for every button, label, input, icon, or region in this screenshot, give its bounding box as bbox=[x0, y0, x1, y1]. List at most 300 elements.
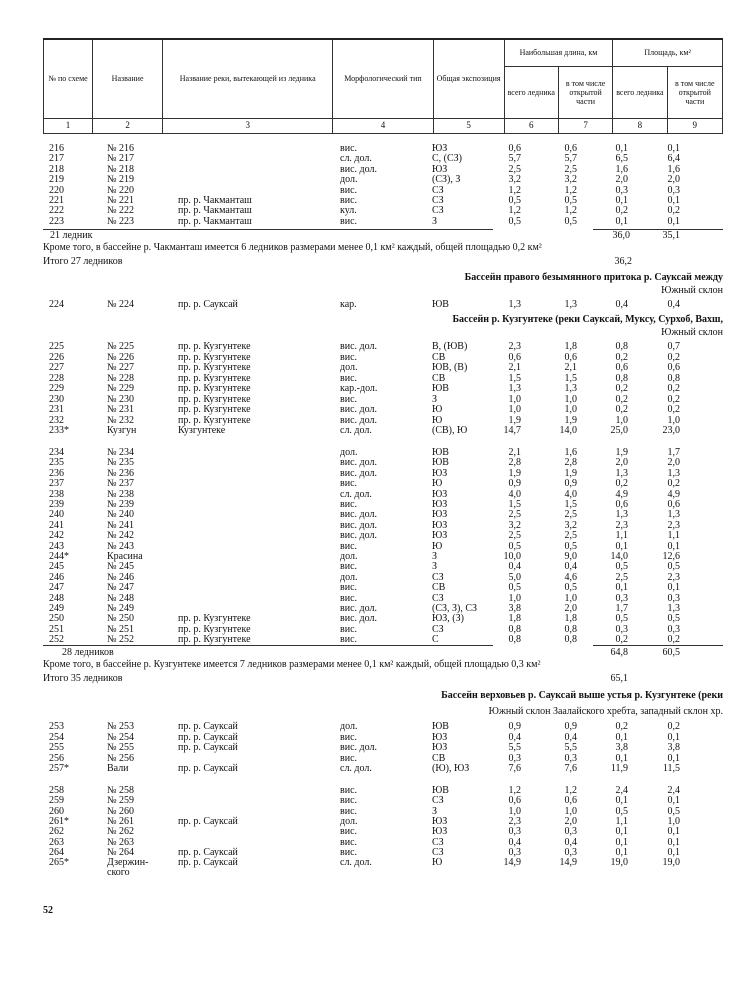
cell-type: дол. bbox=[340, 174, 358, 186]
cell-river: пр. р. Чакманташ bbox=[178, 195, 252, 206]
cell-exposure: СЗ bbox=[432, 623, 444, 635]
cell-area: 0,1 bbox=[615, 836, 628, 848]
cell-river: пр. р. Сауксай bbox=[178, 846, 238, 858]
cell-area: 0,1 bbox=[615, 215, 628, 227]
section1-note: Кроме того, в бассейне р. Чакманташ имеется 6 ледников размерами менее 0,1 км² каждый, общей площадью 0,2 км² bbox=[43, 242, 542, 253]
cell-length-open: 1,9 bbox=[564, 414, 577, 426]
cell-no: 219 bbox=[49, 174, 64, 186]
cell-name: № 237 bbox=[107, 478, 135, 490]
cell-length: 0,6 bbox=[508, 143, 521, 154]
cell-length-open: 2,8 bbox=[564, 457, 577, 469]
section2-subtitle: Южный склон bbox=[661, 285, 723, 296]
section3-total-value: 65,1 bbox=[610, 673, 628, 684]
cell-length-open: 2,5 bbox=[564, 163, 577, 175]
cell-name: № 221 bbox=[107, 195, 135, 206]
cell-name: № 219 bbox=[107, 174, 135, 186]
col-num-3: 3 bbox=[163, 118, 333, 133]
cell-length: 0,3 bbox=[508, 826, 521, 838]
cell-exposure: ЮЗ bbox=[432, 509, 448, 521]
cell-area: 2,3 bbox=[615, 519, 628, 531]
cell-area-open: 2,0 bbox=[667, 457, 680, 469]
cell-area: 0,2 bbox=[615, 351, 628, 363]
cell-length: 1,5 bbox=[508, 372, 521, 384]
cell-length-open: 2,0 bbox=[564, 815, 577, 827]
cell-area-open: 0,1 bbox=[667, 795, 680, 807]
cell-length: 3,2 bbox=[508, 174, 521, 186]
cell-type: вис. bbox=[340, 351, 358, 363]
cell-type: вис. bbox=[340, 540, 358, 552]
cell-area: 0,1 bbox=[615, 195, 628, 206]
cell-no: 225 bbox=[49, 341, 64, 352]
cell-name: № 243 bbox=[107, 540, 135, 552]
cell-area-open: 0,2 bbox=[667, 634, 680, 646]
header-name: Название bbox=[93, 40, 163, 118]
cell-name: № 260 bbox=[107, 805, 135, 817]
cell-river: пр. р. Кузгунтеке bbox=[178, 634, 251, 646]
cell-type: вис. bbox=[340, 836, 358, 848]
cell-area-open: 0,3 bbox=[667, 623, 680, 635]
cell-length-open: 1,0 bbox=[564, 592, 577, 604]
cell-area: 1,3 bbox=[615, 509, 628, 521]
cell-type: вис. дол. bbox=[340, 509, 377, 521]
cell-no: 256 bbox=[49, 752, 64, 764]
cell-area: 0,6 bbox=[615, 499, 628, 510]
cell-length: 0,4 bbox=[508, 836, 521, 848]
cell-area-open: 0,2 bbox=[667, 351, 680, 363]
cell-area-open: 0,3 bbox=[667, 184, 680, 196]
cell-no: 224 bbox=[49, 299, 64, 310]
cell-length: 1,0 bbox=[508, 805, 521, 817]
section1-sum-aopen: 35,1 bbox=[662, 230, 680, 241]
header-length: Наибольшая длина, км bbox=[504, 40, 613, 66]
cell-area: 0,1 bbox=[615, 143, 628, 154]
cell-area-open: 0,2 bbox=[667, 478, 680, 490]
cell-area: 0,5 bbox=[615, 805, 628, 817]
cell-area-open: 0,1 bbox=[667, 731, 680, 743]
cell-name: № 227 bbox=[107, 362, 135, 373]
cell-area-open: 1,1 bbox=[667, 530, 680, 542]
cell-area: 0,6 bbox=[615, 362, 628, 373]
cell-type: вис. bbox=[340, 143, 358, 154]
cell-type: вис. bbox=[340, 561, 358, 573]
cell-length: 2,5 bbox=[508, 163, 521, 175]
cell-name: № 246 bbox=[107, 571, 135, 583]
cell-length-open: 0,4 bbox=[564, 731, 577, 743]
cell-length-open: 0,3 bbox=[564, 826, 577, 838]
cell-no: 221 bbox=[49, 195, 64, 206]
cell-length-open: 0,4 bbox=[564, 836, 577, 848]
cell-length-open: 0,5 bbox=[564, 540, 577, 552]
cell-length: 0,6 bbox=[508, 795, 521, 807]
cell-type: сл. дол. bbox=[340, 153, 372, 165]
cell-area: 3,8 bbox=[615, 742, 628, 753]
cell-length: 1,5 bbox=[508, 499, 521, 510]
cell-name: Дзержин- bbox=[107, 857, 149, 869]
cell-no: 245 bbox=[49, 561, 64, 573]
cell-length: 2,1 bbox=[508, 447, 521, 458]
cell-type: вис. дол. bbox=[340, 457, 377, 469]
cell-area-open: 0,6 bbox=[667, 362, 680, 373]
section3-title: Бассейн р. Кузгунтеке (реки Сауксай, Муксу, Сурхоб, Вахш, bbox=[452, 314, 723, 325]
cell-exposure: ЮЗ bbox=[432, 742, 448, 753]
cell-name: № 220 bbox=[107, 184, 135, 196]
cell-area-open: 0,2 bbox=[667, 383, 680, 394]
cell-area: 6,5 bbox=[615, 153, 628, 165]
cell-type: сл. дол. bbox=[340, 857, 372, 869]
cell-length: 3,2 bbox=[508, 519, 521, 531]
cell-type: вис. дол. bbox=[340, 519, 377, 531]
cell-length: 14,7 bbox=[503, 425, 521, 436]
cell-type: сл. дол. bbox=[340, 763, 372, 774]
cell-area-open: 1,3 bbox=[667, 467, 680, 479]
cell-name: № 255 bbox=[107, 742, 135, 753]
cell-no: 230 bbox=[49, 393, 64, 405]
cell-area: 0,1 bbox=[615, 846, 628, 858]
cell-area-open: 0,4 bbox=[667, 299, 680, 310]
cell-length: 2,3 bbox=[508, 341, 521, 352]
cell-no: 257* bbox=[49, 763, 69, 774]
cell-exposure: СЗ bbox=[432, 795, 444, 807]
cell-area: 0,1 bbox=[615, 540, 628, 552]
section1-total-value: 36,2 bbox=[614, 256, 632, 267]
cell-name: № 224 bbox=[107, 299, 135, 310]
cell-area: 2,0 bbox=[615, 457, 628, 469]
cell-river: пр. р. Кузгунтеке bbox=[178, 372, 251, 384]
section3-sum-area: 64,8 bbox=[610, 647, 628, 658]
cell-no: 216 bbox=[49, 143, 64, 154]
col-num-2: 2 bbox=[93, 118, 163, 133]
cell-area: 19,0 bbox=[610, 857, 628, 869]
cell-no: 252 bbox=[49, 634, 64, 646]
cell-exposure: ЮВ bbox=[432, 721, 449, 732]
cell-type: вис. bbox=[340, 195, 358, 206]
cell-river: пр. р. Кузгунтеке bbox=[178, 341, 251, 352]
cell-exposure: ЮЗ bbox=[432, 467, 448, 479]
cell-name: № 238 bbox=[107, 488, 135, 500]
cell-name: № 240 bbox=[107, 509, 135, 521]
cell-river: пр. р. Сауксай bbox=[178, 857, 238, 869]
cell-name: № 236 bbox=[107, 467, 135, 479]
cell-length-open: 1,8 bbox=[564, 613, 577, 625]
cell-length-open: 1,6 bbox=[564, 447, 577, 458]
cell-length: 0,8 bbox=[508, 634, 521, 646]
header-no: № по схеме bbox=[44, 40, 93, 118]
section3-subtitle: Южный склон bbox=[661, 327, 723, 338]
cell-name: № 252 bbox=[107, 634, 135, 646]
cell-name: № 218 bbox=[107, 163, 135, 175]
col-num-7: 7 bbox=[558, 118, 612, 133]
cell-exposure: (СВ), Ю bbox=[432, 425, 468, 436]
cell-length-open: 3,2 bbox=[564, 519, 577, 531]
cell-exposure: З bbox=[432, 805, 438, 817]
cell-type: вис. bbox=[340, 215, 358, 227]
cell-area-open: 0,1 bbox=[667, 582, 680, 594]
cell-area-open: 1,0 bbox=[667, 815, 680, 827]
cell-name: № 223 bbox=[107, 215, 135, 227]
cell-area-open: 3,8 bbox=[667, 742, 680, 753]
cell-length: 0,3 bbox=[508, 752, 521, 764]
cell-exposure: ЮЗ bbox=[432, 488, 448, 500]
cell-name: № 250 bbox=[107, 613, 135, 625]
cell-length: 1,3 bbox=[508, 383, 521, 394]
header-area: Площадь, км² bbox=[613, 40, 723, 66]
cell-length: 0,4 bbox=[508, 561, 521, 573]
section1-total-label: Итого 27 ледников bbox=[43, 256, 123, 267]
cell-no: 246 bbox=[49, 571, 64, 583]
cell-length: 1,3 bbox=[508, 299, 521, 310]
section1-sum-area: 36,0 bbox=[612, 230, 630, 241]
cell-area: 2,5 bbox=[615, 571, 628, 583]
cell-area-open: 11,5 bbox=[662, 763, 680, 774]
cell-length: 14,9 bbox=[503, 857, 521, 869]
cell-no: 228 bbox=[49, 372, 64, 384]
cell-exposure: Ю bbox=[432, 478, 443, 490]
cell-area: 0,2 bbox=[615, 404, 628, 415]
cell-no: 250 bbox=[49, 613, 64, 625]
cell-length-open: 1,2 bbox=[564, 205, 577, 217]
cell-type: вис. bbox=[340, 805, 358, 817]
cell-length: 0,5 bbox=[508, 215, 521, 227]
cell-length-open: 3,2 bbox=[564, 174, 577, 186]
cell-length-open: 0,5 bbox=[564, 582, 577, 594]
cell-area: 0,1 bbox=[615, 582, 628, 594]
cell-length-open: 1,2 bbox=[564, 785, 577, 796]
cell-area-open: 0,6 bbox=[667, 499, 680, 510]
cell-no: 242 bbox=[49, 530, 64, 542]
cell-exposure: ЮЗ bbox=[432, 163, 448, 175]
cell-area: 0,5 bbox=[615, 561, 628, 573]
cell-name: № 249 bbox=[107, 603, 135, 614]
cell-no: 217 bbox=[49, 153, 64, 165]
cell-area-open: 0,1 bbox=[667, 826, 680, 838]
cell-no: 227 bbox=[49, 362, 64, 373]
cell-exposure: СЗ bbox=[432, 592, 444, 604]
cell-area-open: 0,2 bbox=[667, 205, 680, 217]
cell-length-open: 1,0 bbox=[564, 805, 577, 817]
cell-name: № 262 bbox=[107, 826, 135, 838]
header-length-total: всего ледника bbox=[504, 66, 558, 118]
cell-length-open: 1,9 bbox=[564, 467, 577, 479]
cell-river: пр. р. Сауксай bbox=[178, 299, 238, 310]
cell-name: Кузгун bbox=[107, 425, 137, 436]
cell-type: дол. bbox=[340, 815, 358, 827]
cell-area: 0,2 bbox=[615, 205, 628, 217]
cell-name: Вали bbox=[107, 763, 129, 774]
cell-type: вис. bbox=[340, 846, 358, 858]
cell-name: № 264 bbox=[107, 846, 135, 858]
cell-area: 0,1 bbox=[615, 752, 628, 764]
cell-type: вис. bbox=[340, 478, 358, 490]
cell-area-open: 1,7 bbox=[667, 447, 680, 458]
cell-river: пр. р. Кузгунтеке bbox=[178, 383, 251, 394]
cell-length-open: 14,9 bbox=[559, 857, 577, 869]
cell-area: 1,7 bbox=[615, 603, 628, 614]
cell-exposure: Ю bbox=[432, 414, 443, 426]
cell-name: № 247 bbox=[107, 582, 135, 594]
cell-type: вис. bbox=[340, 731, 358, 743]
section3-count: 28 ледников bbox=[62, 647, 114, 658]
divider bbox=[593, 645, 723, 646]
cell-length-open: 1,0 bbox=[564, 393, 577, 405]
cell-area-open: 0,8 bbox=[667, 372, 680, 384]
cell-no: 262 bbox=[49, 826, 64, 838]
cell-length-open: 0,8 bbox=[564, 634, 577, 646]
cell-length-open: 2,1 bbox=[564, 362, 577, 373]
cell-no: 249 bbox=[49, 603, 64, 614]
cell-area: 0,2 bbox=[615, 721, 628, 732]
cell-name: Красина bbox=[107, 551, 143, 562]
cell-length: 1,9 bbox=[508, 414, 521, 426]
cell-river: пр. р. Кузгунтеке bbox=[178, 623, 251, 635]
cell-length-open: 0,5 bbox=[564, 215, 577, 227]
cell-length-open: 9,0 bbox=[564, 551, 577, 562]
cell-length: 0,5 bbox=[508, 582, 521, 594]
cell-no: 223 bbox=[49, 215, 64, 227]
cell-length-open: 7,6 bbox=[564, 763, 577, 774]
cell-no: 254 bbox=[49, 731, 64, 743]
cell-area-open: 0,1 bbox=[667, 540, 680, 552]
cell-area: 25,0 bbox=[610, 425, 628, 436]
cell-length: 2,1 bbox=[508, 362, 521, 373]
cell-length-open: 0,3 bbox=[564, 752, 577, 764]
header-length-open: в том числе открытой части bbox=[558, 66, 612, 118]
header-area-open: в том числе открытой части bbox=[667, 66, 722, 118]
cell-exposure: (СЗ), З bbox=[432, 174, 461, 186]
cell-area: 0,5 bbox=[615, 613, 628, 625]
cell-no: 241 bbox=[49, 519, 64, 531]
cell-length-open: 14,0 bbox=[559, 425, 577, 436]
cell-exposure: С bbox=[432, 634, 439, 646]
col-num-6: 6 bbox=[504, 118, 558, 133]
cell-river: пр. р. Кузгунтеке bbox=[178, 613, 251, 625]
cell-length-open: 1,5 bbox=[564, 372, 577, 384]
page-number: 52 bbox=[43, 905, 53, 916]
cell-name: № 216 bbox=[107, 143, 135, 154]
cell-area: 0,2 bbox=[615, 478, 628, 490]
cell-name: № 254 bbox=[107, 731, 135, 743]
cell-no: 218 bbox=[49, 163, 64, 175]
cell-area: 0,2 bbox=[615, 383, 628, 394]
cell-length: 0,8 bbox=[508, 623, 521, 635]
cell-area-open: 12,6 bbox=[662, 551, 680, 562]
cell-length-open: 1,0 bbox=[564, 404, 577, 415]
cell-name: № 235 bbox=[107, 457, 135, 469]
cell-type: дол. bbox=[340, 551, 358, 562]
cell-exposure: З bbox=[432, 393, 438, 405]
cell-exposure: СЗ bbox=[432, 571, 444, 583]
cell-exposure: З bbox=[432, 551, 438, 562]
cell-exposure: ЮВ bbox=[432, 299, 449, 310]
cell-length-open: 2,0 bbox=[564, 603, 577, 614]
section4-title: Бассейн верховьев р. Сауксай выше устья р. Кузгунтеке (реки bbox=[441, 690, 723, 701]
section2-title: Бассейн правого безымянного притока р. Сауксай между bbox=[464, 272, 723, 283]
cell-length-open: 2,5 bbox=[564, 530, 577, 542]
cell-exposure: ЮЗ bbox=[432, 143, 448, 154]
cell-area: 0,4 bbox=[615, 299, 628, 310]
cell-type: вис. дол. bbox=[340, 613, 377, 625]
cell-length-open: 0,5 bbox=[564, 195, 577, 206]
cell-area-open: 0,3 bbox=[667, 592, 680, 604]
cell-name: № 217 bbox=[107, 153, 135, 165]
cell-length-open: 1,3 bbox=[564, 299, 577, 310]
cell-exposure: ЮВ bbox=[432, 447, 449, 458]
cell-exposure: ЮЗ bbox=[432, 499, 448, 510]
cell-name: № 263 bbox=[107, 836, 135, 848]
cell-no: 264 bbox=[49, 846, 64, 858]
cell-exposure: ЮЗ bbox=[432, 519, 448, 531]
cell-area-open: 4,9 bbox=[667, 488, 680, 500]
cell-area: 11,9 bbox=[610, 763, 628, 774]
cell-area: 4,9 bbox=[615, 488, 628, 500]
cell-length: 0,6 bbox=[508, 351, 521, 363]
col-num-4: 4 bbox=[333, 118, 433, 133]
cell-area-open: 0,1 bbox=[667, 195, 680, 206]
cell-river: пр. р. Кузгунтеке bbox=[178, 393, 251, 405]
cell-no: 244* bbox=[49, 551, 69, 562]
cell-exposure: ЮВ, (В) bbox=[432, 362, 468, 373]
cell-no: 234 bbox=[49, 447, 64, 458]
divider bbox=[43, 645, 493, 646]
cell-length: 2,3 bbox=[508, 815, 521, 827]
cell-no: 232 bbox=[49, 414, 64, 426]
cell-no: 222 bbox=[49, 205, 64, 217]
cell-exposure: ЮВ bbox=[432, 383, 449, 394]
col-num-5: 5 bbox=[433, 118, 504, 133]
cell-type: вис. bbox=[340, 372, 358, 384]
cell-area: 14,0 bbox=[610, 551, 628, 562]
cell-no: 261* bbox=[49, 815, 69, 827]
cell-no: 229 bbox=[49, 383, 64, 394]
cell-exposure: ЮЗ bbox=[432, 731, 448, 743]
cell-area: 1,0 bbox=[615, 414, 628, 426]
cell-name: № 259 bbox=[107, 795, 135, 807]
cell-no: 231 bbox=[49, 404, 64, 415]
cell-area: 0,3 bbox=[615, 592, 628, 604]
cell-type: сл. дол. bbox=[340, 425, 372, 436]
cell-river: пр. р. Кузгунтеке bbox=[178, 404, 251, 415]
cell-length: 10,0 bbox=[503, 551, 521, 562]
cell-type: кар. bbox=[340, 299, 357, 310]
cell-river: пр. р. Сауксай bbox=[178, 721, 238, 732]
cell-length-open: 0,8 bbox=[564, 623, 577, 635]
cell-river: пр. р. Чакманташ bbox=[178, 215, 252, 227]
divider bbox=[43, 229, 493, 230]
cell-length-open: 5,7 bbox=[564, 153, 577, 165]
cell-type: вис. bbox=[340, 795, 358, 807]
cell-exposure: СВ bbox=[432, 351, 446, 363]
cell-length-open: 1,2 bbox=[564, 184, 577, 196]
header-type: Морфологический тип bbox=[333, 40, 433, 118]
cell-no: 263 bbox=[49, 836, 64, 848]
cell-no: 236 bbox=[49, 467, 64, 479]
cell-area-open: 0,5 bbox=[667, 613, 680, 625]
cell-type: вис. дол. bbox=[340, 603, 377, 614]
cell-exposure: (Ю), ЮЗ bbox=[432, 763, 470, 774]
cell-area-open: 0,1 bbox=[667, 215, 680, 227]
cell-area: 1,3 bbox=[615, 467, 628, 479]
cell-area-open: 1,0 bbox=[667, 414, 680, 426]
cell-type: вис. bbox=[340, 826, 358, 838]
cell-area: 0,3 bbox=[615, 184, 628, 196]
cell-area-open: 0,1 bbox=[667, 143, 680, 154]
cell-no: 251 bbox=[49, 623, 64, 635]
cell-length: 1,9 bbox=[508, 467, 521, 479]
cell-area: 0,8 bbox=[615, 341, 628, 352]
cell-name: № 251 bbox=[107, 623, 135, 635]
cell-exposure: СЗ bbox=[432, 846, 444, 858]
cell-name: № 226 bbox=[107, 351, 135, 363]
section1-count: 21 ледник bbox=[50, 230, 93, 241]
